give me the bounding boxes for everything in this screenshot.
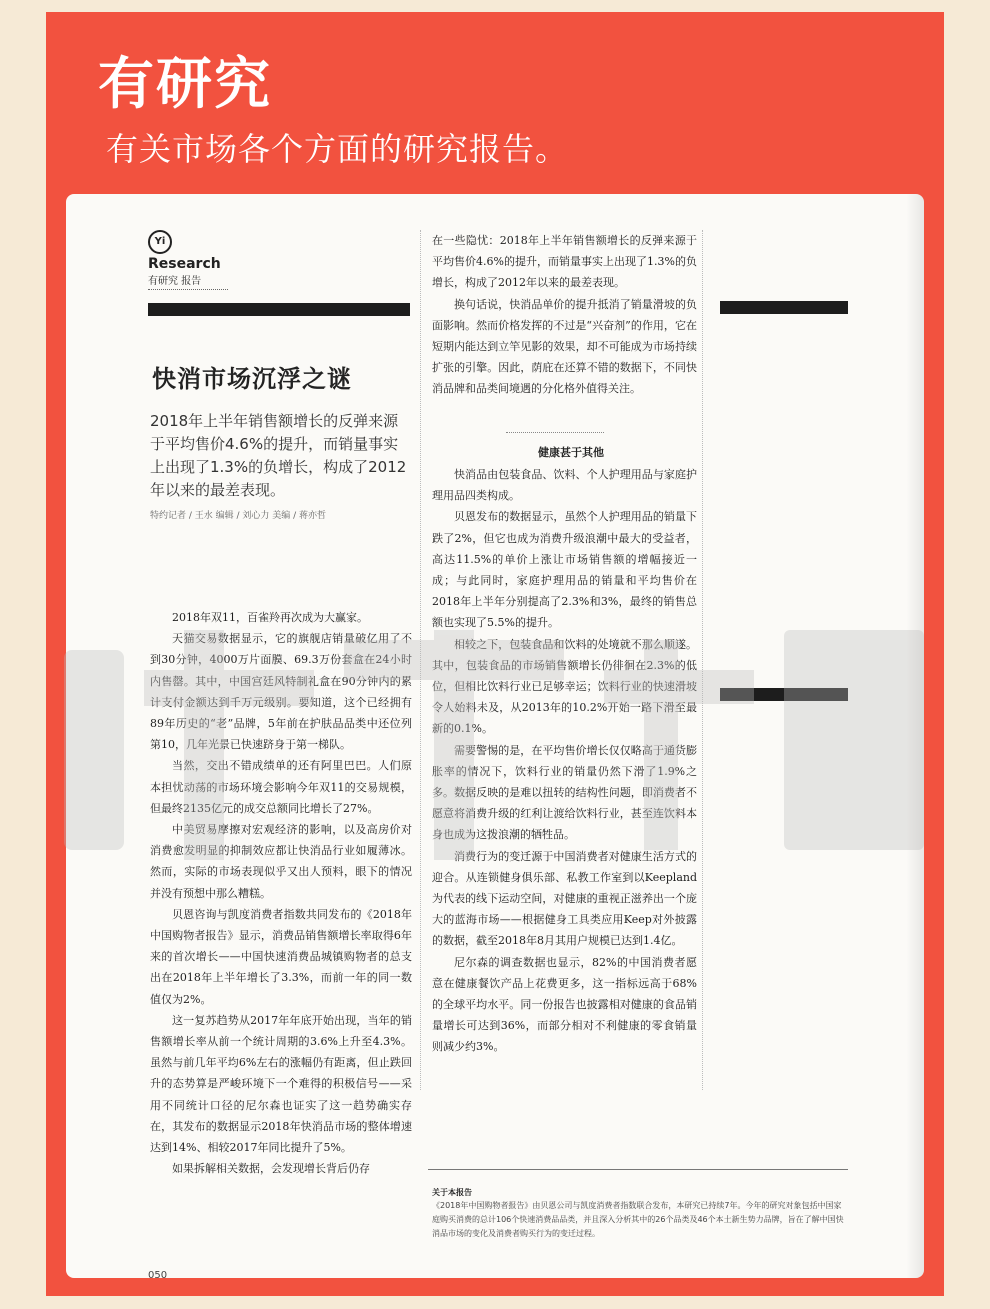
paragraph: 当然，交出不错成绩单的还有阿里巴巴。人们原本担忧动荡的市场环境会影响今年双11的交易规模，但最终2135亿元的成交总额同比增长了27%。	[150, 759, 412, 815]
decorative-bar	[720, 688, 848, 701]
paragraph: 中美贸易摩擦对宏观经济的影响，以及高房价对消费愈发明显的抑制效应都让快消品行业如履薄冰。然而，实际的市场表现似乎又出人预料，眼下的情况并没有预想中那么糟糕。	[150, 823, 412, 900]
page-number: 050	[148, 1270, 168, 1278]
paragraph: 贝恩发布的数据显示，虽然个人护理用品的销量下跌了2%，但它也成为消费升级浪潮中最大的受益者，高达11.5%的单价上涨让市场销售额的增幅接近一成；与此同时，家庭护理用品的销量和平均售价在2018年上半年分别提高了2.3%和3%，最终的销售总额也实现了5.5%的提升。	[432, 510, 697, 630]
right-column-top	[432, 230, 697, 400]
left-column	[150, 607, 412, 1179]
banner-title: 有研究	[98, 52, 272, 117]
magazine-page	[66, 194, 924, 1278]
about-title: 关于本报告	[432, 1188, 472, 1197]
article-title: 快消市场沉浮之谜	[152, 365, 352, 393]
paragraph: 2018年双11，百雀羚再次成为大赢家。	[172, 611, 368, 624]
decorative-bar	[148, 303, 410, 316]
paragraph: 尼尔森的调查数据也显示，82%的中国消费者愿意在健康餐饮产品上花费更多，这一指标远高于68%的全球平均水平。同一份报告也披露相对健康的食品销量增长可达到36%，而部分相对不利健康的零食销量则减少约3%。	[432, 955, 697, 1054]
paragraph: 在一些隐忧：2018年上半年销售额增长的反弹来源于平均售价4.6%的提升，而销量事实上出现了1.3%的负增长，构成了2012年以来的最差表现。	[432, 234, 697, 290]
section-divider	[506, 432, 604, 433]
logo-research-label: Research	[148, 256, 221, 272]
paragraph: 天猫交易数据显示，它的旗舰店销量破亿用了不到30分钟，4000万片面膜、69.3万份套盒在24小时内售罄。其中，中国宫廷风特制礼盒在90分钟内的累计支付金额达到千万元级别。要知道，这个已经拥有89年历史的“老”品牌，5年前在护肤品品类中还位列第10，几年光景已快速跻身于第一梯队。	[150, 632, 412, 752]
yi-logo-icon: Yi	[148, 230, 172, 254]
paragraph: 如果拆解相关数据，会发现增长背后仍存	[172, 1162, 370, 1176]
banner-subtitle: 有关市场各个方面的研究报告。	[106, 130, 569, 168]
logo-section-label: 有研究 报告	[148, 272, 228, 290]
decorative-bar	[720, 301, 848, 314]
paragraph: 消费行为的变迁源于中国消费者对健康生活方式的迎合。从连锁健身俱乐部、私教工作室到以Keepland为代表的线下运动空间，对健康的重视正滋养出一个庞大的蓝海市场——根据健身工具类应用Keep对外披露的数据，截至2018年8月其用户规模已达到1.4亿。	[432, 849, 697, 948]
article-credits: 特约记者 / 王水 编辑 / 刘心力 美编 / 蒋亦哲	[150, 511, 326, 521]
footnote-divider	[428, 1169, 848, 1170]
about-text: 《2018年中国购物者报告》由贝恩公司与凯度消费者指数联合发布，本研究已持续7年。今年的研究对象包括中国家庭购买消费的总计106个快速消费品品类，并且深入分析其中的26个品类及46个本土新生势力品牌，旨在了解中国快消品市场的变化及消费者购买行为的变迁过程。	[432, 1201, 844, 1238]
research-logo	[148, 230, 248, 290]
paragraph: 换句话说，快消品单价的提升抵消了销量滑坡的负面影响。然而价格发挥的不过是“兴奋剂”的作用，它在短期内能达到立竿见影的效果，却不可能成为市场持续扩张的引擎。因此，荫庇在还算不错的数据下，不同快消品牌和品类间境遇的分化格外值得关注。	[432, 297, 697, 396]
paragraph: 需要警惕的是，在平均售价增长仅仅略高于通货膨胀率的情况下，饮料行业的销量仍然下滑了1.9%之多。数据反映的是难以扭转的结构性问题，即消费者不愿意将消费升级的红利让渡给饮料行业，甚至连饮料本身也成为这拨浪潮的牺牲品。	[432, 743, 697, 842]
paragraph: 快消品由包装食品、饮料、个人护理用品与家庭护理用品四类构成。	[432, 468, 697, 503]
right-column-bottom	[432, 464, 697, 1058]
article-lead: 2018年上半年销售额增长的反弹来源于平均售价4.6%的提升，而销量事实上出现了1.3%的负增长，构成了2012年以来的最差表现。	[150, 412, 407, 499]
section-heading: 健康甚于其他	[538, 446, 604, 459]
paragraph: 贝恩咨询与凯度消费者指数共同发布的《2018年中国购物者报告》显示，消费品销售额增长率取得6年来的首次增长——中国快速消费品城镇购物者的总支出在2018年上半年增长了3.3%，而前一年的同一数值仅为2%。	[150, 907, 412, 1006]
paragraph: 这一复苏趋势从2017年年底开始出现，当年的销售额增长率从前一个统计周期的3.6%上升至4.3%。虽然与前几年平均6%左右的涨幅仍有距离，但止跌回升的态势算是严峻环境下一个难得的积极信号——采用不同统计口径的尼尔森也证实了这一趋势确实存在，其发布的数据显示2018年快消品市场的整体增速达到14%、相较2017年同比提升了5%。	[150, 1013, 412, 1155]
page-edge-shadow	[906, 194, 924, 1278]
column-divider	[702, 230, 703, 1090]
paragraph: 相较之下，包装食品和饮料的处境就不那么顺遂。其中，包装食品的市场销售额增长仍徘徊在2.3%的低位，但相比饮料行业已足够幸运；饮料行业的快速滑坡令人始料未及，从2013年的10.2%开始一路下滑至最新的0.1%。	[432, 637, 697, 736]
column-divider	[420, 230, 421, 1090]
